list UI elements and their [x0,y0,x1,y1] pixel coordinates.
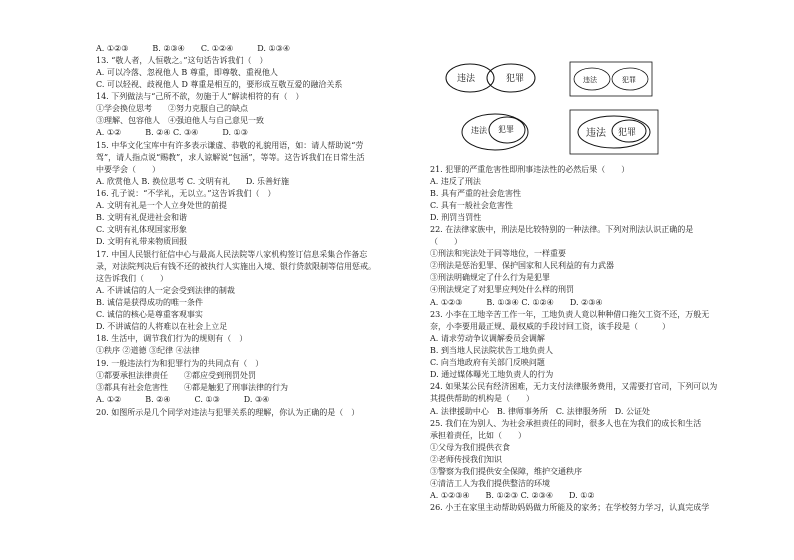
q25-item-1: ①父母为我们提供衣食 [430,443,510,452]
q13-stem: 13. “敬人者，人恒敬之。”这句话告诉我们（ ） [96,56,268,65]
q25-stem-line2: 承担着责任，比如（ ） [430,431,526,440]
q22-stem-line2: （ ） [430,237,462,246]
q23-option-a: A. 请求劳动争议调解委员会调解 [430,334,545,343]
q22-stem-line1: 22. 在法律家族中，刑法是比较特别的一种法律。下列对刑法认识正确的是 [430,225,694,234]
q23-option-d: D. 通过媒体曝光工地负责人的行为 [430,370,554,379]
q16-option-c: C. 文明有礼体现国家形象 [96,225,187,234]
diagram-4-inner-label: 犯罪 [618,128,637,138]
q15-stem-line1: 15. 中华文化宝库中有许多表示谦虚、恭敬的礼貌用语，如：请人帮助说“劳 [96,141,364,150]
q17-option-c: C. 诚信的核心是尊重客观事实 [96,310,203,319]
q17-stem-line2: 录，对法院判决后有钱不还的被执行人实施出入境、银行贷款限制等信用惩戒。 [96,262,376,271]
q15-stem-line2: 驾”，请人指点说“赐教”，求人谅解说“包涵”，等等。这告诉我们在日常生活 [96,153,365,162]
q22-options: A. ①②③ B. ①③④ C. ①②④ D. ②③④ [430,298,603,307]
q25-item-4: ④清洁工人为我们提供整洁的环境 [430,479,550,488]
q23-stem-line1: 23. 小李在工地辛苦工作一年，工地负责人竟以种种借口拖欠工资不还，万般无 [430,310,710,319]
q19-items-12: ①都要承担法律责任 ②都应受到刑罚处罚 [96,371,256,380]
q21-option-c: C. 具有一般社会危害性 [430,201,513,210]
diagram-2-right-label: 犯罪 [622,76,636,84]
diagram-2-left-label: 违法 [583,76,597,84]
q21-option-d: D. 刑罚当罚性 [430,213,482,222]
q19-items-34: ③都具有社会危害性 ④都是触犯了刑事法律的行为 [96,383,288,392]
q12-options: A. ①②③ B. ②③④ C. ①②④ D. ①③④ [96,44,291,53]
q23-option-c: C. 向当地政府有关部门反映问题 [430,358,545,367]
q19-stem: 19. 一般违法行为和犯罪行为的共同点有（ ） [96,359,264,368]
q25-item-3: ③警察为我们提供安全保障，维护交通秩序 [430,467,582,476]
q19-options: A. ①② B. ②④ C. ①③ D. ③④ [96,395,270,404]
q15-stem-line3: 中要学会（ ） [96,165,160,174]
diagram-1-left-label: 违法 [457,74,476,84]
q24-stem-line2: 其提供帮助的机构是（ ） [430,394,534,403]
diagram-2 [570,62,652,96]
diagram-1 [446,64,535,92]
diagram-4 [570,110,658,154]
q22-item-3: ③刑法明确规定了什么行为是犯罪 [430,273,550,282]
q21-option-b: B. 具有严重的社会危害性 [430,189,521,198]
q24-options: A. 法律援助中心 B. 律师事务所 C. 法律服务所 D. 公证处 [430,407,650,416]
q18-stem: 18. 生活中，调节我们行为的规则有（ ） [96,334,248,343]
diagram-3 [462,114,528,150]
q16-option-b: B. 文明有礼促进社会和谐 [96,213,187,222]
diagram-4-frame [570,110,658,154]
diagram-4-outer-label: 违法 [586,128,606,139]
diagram-3-inner-label: 犯罪 [498,125,514,134]
q20-diagrams [430,60,770,160]
q18-items: ①秩序 ②道德 ③纪律 ④法律 [96,346,200,355]
q13-option-ab: A. 可以冷落、忽视他人 B 尊重，即尊敬、重视他人 [96,68,278,77]
q17-stem-line3: 这告诉我们（ ） [96,274,168,283]
q16-stem: 16. 孔子说：“不学礼，无以立。”这告诉我们（ ） [96,189,276,198]
q21-option-a: A. 违反了刑法 [430,177,481,186]
q23-stem-line2: 奈，小李要用最正规、最权威的手段讨回工资，该手段是（ ） [430,322,670,331]
q22-item-1: ①刑法和宪法处于同等地位，一样重要 [430,249,566,258]
diagram-1-right-label: 犯罪 [506,74,525,84]
q16-option-a: A. 文明有礼是一个人立身处世的前提 [96,201,227,210]
q23-option-b: B. 到当地人民法院状告工地负责人 [430,346,553,355]
q22-item-4: ④刑法规定了对犯罪应判处什么样的刑罚 [430,285,574,294]
q14-items-12: ①学会换位思考 ②努力克服自己的缺点 [96,104,248,113]
q22-item-2: ②刑法是惩治犯罪、保护国家和人民利益的有力武器 [430,261,614,270]
q15-options: A. 欣赏他人 B. 换位思考 C. 文明有礼 D. 乐善好施 [96,177,290,186]
q13-option-cd: C. 可以轻视、歧视他人 D 尊重是相互的，要形成互敬互爱的融洽关系 [96,80,343,89]
q25-stem-line1: 25. 我们在为别人、为社会承担责任的同时，很多人也在为我们的成长和生活 [430,419,702,428]
q14-options: A. ①② B. ②④ C. ③④ D. ①③ [96,128,248,137]
q16-option-d: D. 文明有礼带来物质回报 [96,237,188,246]
q17-option-b: B. 诚信是获得成功的唯一条件 [96,298,203,307]
q17-stem-line1: 17. 中国人民银行征信中心与最高人民法院等八家机构签订信息采集合作备忘 [96,250,368,259]
q26-stem-line1: 26. 小王在家里主动帮助妈妈做力所能及的家务；在学校努力学习，认真完成学 [430,503,710,512]
q21-stem: 21. 犯罪的严重危害性即刑事违法性的必然后果（ ） [430,165,630,174]
q14-stem: 14. 下列做法与“己所不欲，勿施于人”解读相符的有（ ） [96,92,304,101]
q25-options: A. ①②③④ B. ①②③ C. ②③④ D. ①② [430,491,595,500]
q17-option-d: D. 不讲诚信的人将难以在社会上立足 [96,322,228,331]
diagram-3-outer-label: 违法 [471,126,487,135]
q24-stem-line1: 24. 如果某公民有经济困难，无力支付法律服务费用，又需要打官司，下列可以为 [430,382,718,391]
q20-stem: 20. 如图所示是几个同学对违法与犯罪关系的理解，你认为正确的是（ ） [96,408,360,417]
q25-item-2: ②老师传授我们知识 [430,455,502,464]
q17-option-a: A. 不讲诚信的人一定会受到法律的制裁 [96,286,235,295]
q14-items-34: ③理解、包容他人 ④强迫他人与自己意见一致 [96,116,264,125]
